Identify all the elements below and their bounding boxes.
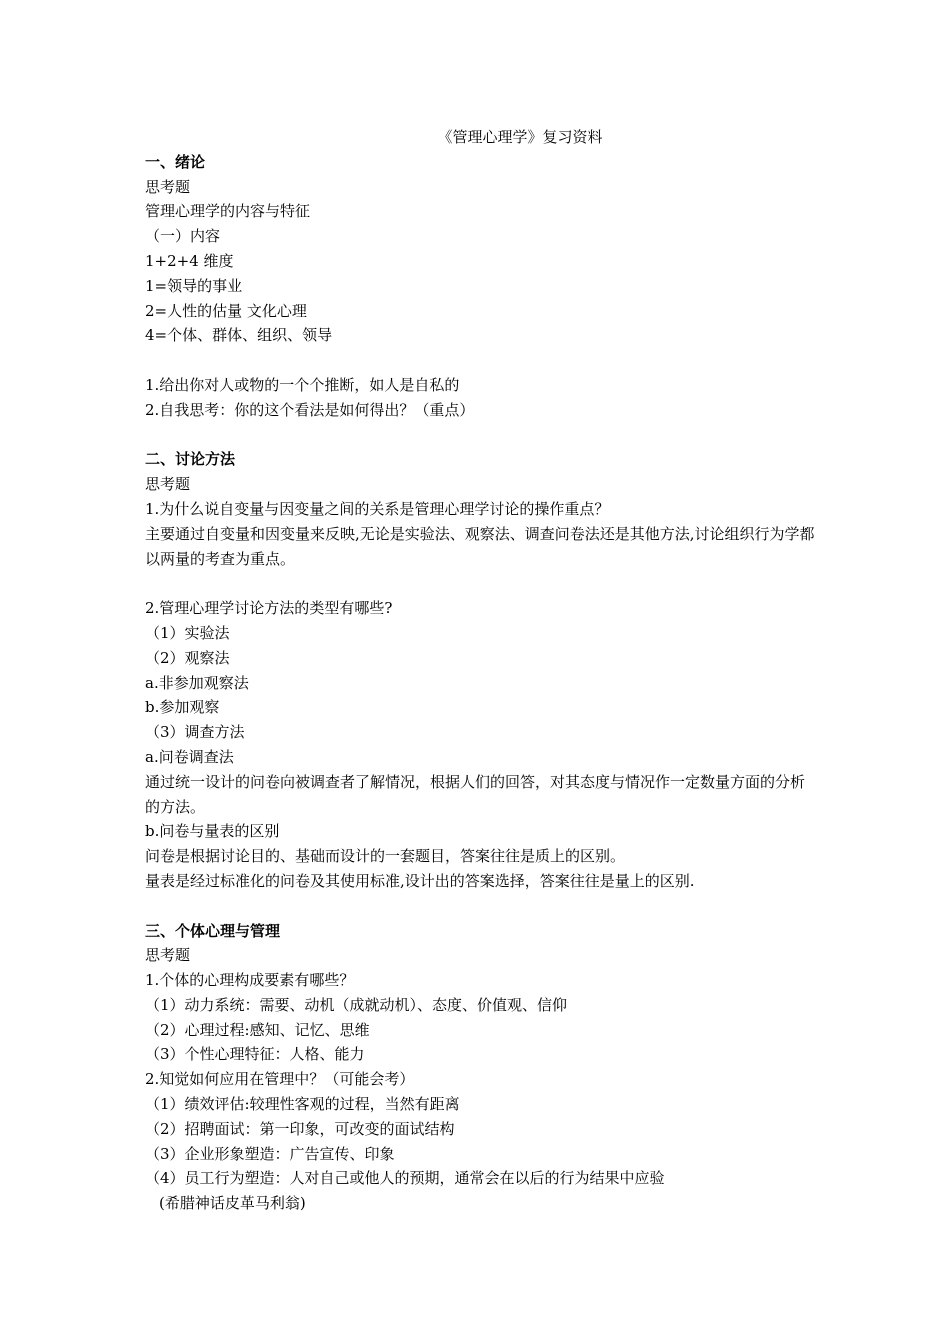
text-line: （3）个性心理特征：人格、能力	[145, 1045, 365, 1064]
blank-line	[145, 423, 815, 448]
text-line: 思考题	[145, 177, 191, 196]
section-heading: 一、绪论	[145, 152, 206, 171]
text-line: （1）动力系统：需要、动机（成就动机）、态度、价值观、信仰	[145, 995, 568, 1014]
text-line: 1.给出你对人或物的一个个推断，如人是自私的	[145, 375, 460, 394]
text-line: (希腊神话皮革马利翁)	[159, 1194, 306, 1213]
text-line: 1.个体的心理构成要素有哪些？	[145, 971, 355, 990]
text-line: 量表是经过标准化的问卷及其使用标准,设计出的答案选择，答案往往是量上的区别.	[145, 871, 695, 890]
text-line: a.非参加观察法	[145, 673, 249, 692]
text-line: 2.管理心理学讨论方法的类型有哪些?	[145, 599, 393, 618]
text-line: 管理心理学的内容与特征	[145, 202, 311, 221]
blank-line	[145, 348, 815, 373]
text-line: 1.为什么说自变量与因变量之间的关系是管理心理学讨论的操作重点？	[145, 499, 610, 518]
document-title: 《管理心理学》复习资料	[437, 128, 603, 146]
text-line: （2）心理过程:感知、记忆、思维	[145, 1020, 370, 1039]
blank-line	[145, 571, 815, 596]
text-line: （1）实验法	[145, 623, 230, 642]
document-body	[145, 125, 815, 1216]
text-line: b.问卷与量表的区别	[145, 822, 280, 841]
text-line: a.问卷调查法	[145, 747, 234, 766]
text-line: 2.自我思考：你的这个看法是如何得出？（重点）	[145, 400, 475, 419]
text-line: （1）绩效评估:较理性客观的过程，当然有距离	[145, 1095, 460, 1114]
blank-line	[145, 894, 815, 919]
section-heading: 二、讨论方法	[145, 450, 236, 469]
paragraph: 通过统一设计的问卷向被调查者了解情况，根据人们的回答，对其态度与情况作一定数量方面的分析的方法。	[145, 772, 806, 816]
text-line: （一）内容	[145, 227, 221, 246]
section-heading: 三、个体心理与管理	[145, 921, 281, 940]
text-line: 4=个体、群体、组织、领导	[145, 326, 333, 345]
text-line: 问卷是根据讨论目的、基础而设计的一套题目，答案往往是质上的区别。	[145, 847, 626, 866]
text-line: （3）企业形象塑造：广告宣传、印象	[145, 1144, 395, 1163]
text-line: （2）招聘面试：第一印象，可改变的面试结构	[145, 1119, 455, 1138]
text-line: （3）调查方法	[145, 723, 245, 742]
paragraph: 主要通过自变量和因变量来反映,无论是实验法、观察法、调查问卷法还是其他方法,讨论组织行为学都以两量的考查为重点。	[145, 524, 815, 568]
text-line: 思考题	[145, 475, 191, 494]
text-line: 2=人性的估量 文化心理	[145, 301, 307, 320]
text-line: （4）员工行为塑造：人对自己或他人的预期，通常会在以后的行为结果中应验	[145, 1169, 665, 1188]
text-line: 思考题	[145, 946, 191, 965]
text-line: 2.知觉如何应用在管理中？（可能会考）	[145, 1070, 415, 1089]
text-line: 1+2+4 维度	[145, 251, 234, 270]
text-line: 1=领导的事业	[145, 276, 243, 295]
text-line: （2）观察法	[145, 648, 230, 667]
text-line: b.参加观察	[145, 698, 220, 717]
